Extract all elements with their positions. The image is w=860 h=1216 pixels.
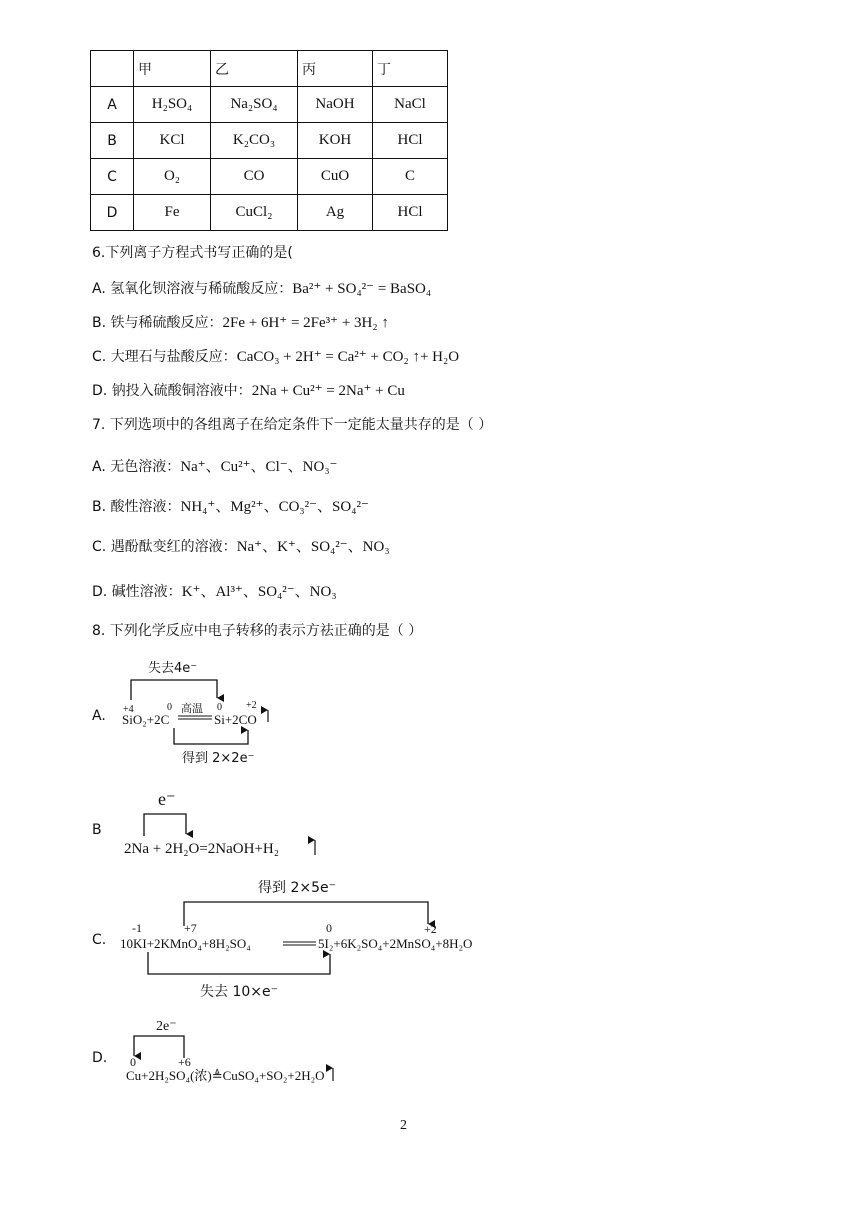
ox-state: +2 [424,922,437,936]
option-c-diagram [92,880,472,1000]
option-d-equation: Cu+2H₂SO₄(浓)≜CuSO₄+SO₂+2H₂O [126,1068,325,1083]
option-c-right: 5I₂+6K₂SO₄+2MnSO₄+8H₂O [318,936,473,951]
table-cell: O₂ [134,159,211,195]
option-c-gain-label: 得到 2×5e⁻ [258,880,336,896]
option-c-left: 10KI+2KMnO₄+8H₂SO₄ [120,936,251,951]
option-text: 无色溶液： [110,459,181,475]
table-row-label: C [91,159,134,195]
option-a-diagram [92,660,268,766]
option-d-label: D. [92,1050,108,1066]
option-d-diagram [92,1019,333,1083]
option-a-right: Si+2CO [214,712,257,727]
option-a-lose-arrow [131,680,217,700]
option-b-equation: 2Na + 2H₂O=2NaOH+H₂ [124,841,279,857]
option-c-gain-arrow [184,902,428,926]
table-cell: Na₂SO₄ [211,87,298,123]
option-text: 铁与稀硫酸反应： [110,315,223,331]
ox-state: 0 [167,702,172,713]
option-label: C. [92,349,107,365]
table-header-cell: 丙 [298,51,373,87]
question-7-stem: 7. 下列选项中的各组离子在给定条件下一定能太量共存的是（ ） [92,417,493,433]
option-label: B. [92,499,107,515]
table-cell: HCl [373,195,448,231]
ox-state: 0 [130,1055,136,1069]
option-text: 氢氧化钡溶液与稀硫酸反应： [110,281,293,297]
option-equation: 2Fe + 6H⁺ = 2Fe³⁺ + 3H₂ ↑ [222,315,389,331]
option-label: A. [92,281,106,297]
ox-state: 0 [217,702,222,713]
option-equation: Na⁺、Cu²⁺、Cl⁻、NO₃⁻ [180,459,338,475]
ox-state: 0 [326,921,332,935]
option-c-label: C. [92,932,107,948]
ox-state: +2 [246,700,257,711]
table-cell: Ag [298,195,373,231]
table-header-cell: 丁 [373,51,448,87]
option-a-label: A. [92,708,106,724]
question-8-stem: 8. 下列化学反应中电子转移的表示方祛正确的是（ ） [92,623,423,639]
option-label: D. [92,584,108,600]
option-b-transfer-arrow [144,814,186,836]
option-d-electron-label: 2e⁻ [156,1019,177,1034]
table-cell: CO [211,159,298,195]
option-equation: CaCO₃ + 2H⁺ = Ca²⁺ + CO₂ ↑+ H₂O [236,349,460,365]
table-cell: H₂SO₄ [134,87,211,123]
reaction-condition: 高温 [181,702,203,715]
table-cell: NaCl [373,87,448,123]
table-cell: C [373,159,448,195]
option-text: 遇酚酞变红的溶液： [110,539,237,555]
option-equation: Na⁺、K⁺、SO₄²⁻、NO₃ [236,539,390,555]
table-row-label: B [91,123,134,159]
option-c-lose-label: 失去 10×e⁻ [200,984,278,1000]
option-equation: 2Na + Cu²⁺ = 2Na⁺ + Cu [251,383,405,399]
option-label: A. [92,459,106,475]
page-number: 2 [400,1118,407,1133]
table-cell: KCl [134,123,211,159]
table-row-label: A [91,87,134,123]
option-text: 酸性溶液： [110,499,181,515]
ox-state: +4 [123,704,134,715]
table-cell: KOH [298,123,373,159]
option-equation: K⁺、Al³⁺、SO₄²⁻、NO₃ [181,584,337,600]
option-text: 钠投入硫酸铜溶液中： [111,383,252,399]
option-d-transfer-arrow [134,1036,184,1058]
option-equation: Ba²⁺ + SO₄²⁻ = BaSO₄ [292,281,432,297]
option-b-electron-label: e⁻ [158,789,176,809]
table-cell: K₂CO₃ [211,123,298,159]
option-label: C. [92,539,107,555]
option-b-diagram [92,789,315,857]
option-text: 大理石与盐酸反应： [110,349,237,365]
option-c-lose-arrow [148,952,330,974]
option-a-lose-label: 失去4e⁻ [148,661,198,676]
option-equation: NH₄⁺、Mg²⁺、CO₃²⁻、SO₄²⁻ [180,499,369,515]
option-a-left: SiO₂+2C [122,712,170,727]
option-b-label: B [92,822,102,838]
table-header-cell: 乙 [211,51,298,87]
table-cell: HCl [373,123,448,159]
table-row-label: D [91,195,134,231]
option-label: D. [92,383,108,399]
table-header-cell: 甲 [134,51,211,87]
option-text: 碱性溶液： [111,584,182,600]
question-6-stem: 6.下列离子方程式书写正确的是( [92,245,293,261]
option-a-gain-label: 得到 2×2e⁻ [182,751,255,766]
ox-state: -1 [132,921,142,935]
ox-state: +6 [178,1055,191,1069]
option-a-gain-arrow [174,728,248,744]
table-cell: CuCl₂ [211,195,298,231]
table-cell: CuO [298,159,373,195]
table-cell: NaOH [298,87,373,123]
table-cell: Fe [134,195,211,231]
option-label: B. [92,315,107,331]
ox-state: +7 [184,921,197,935]
